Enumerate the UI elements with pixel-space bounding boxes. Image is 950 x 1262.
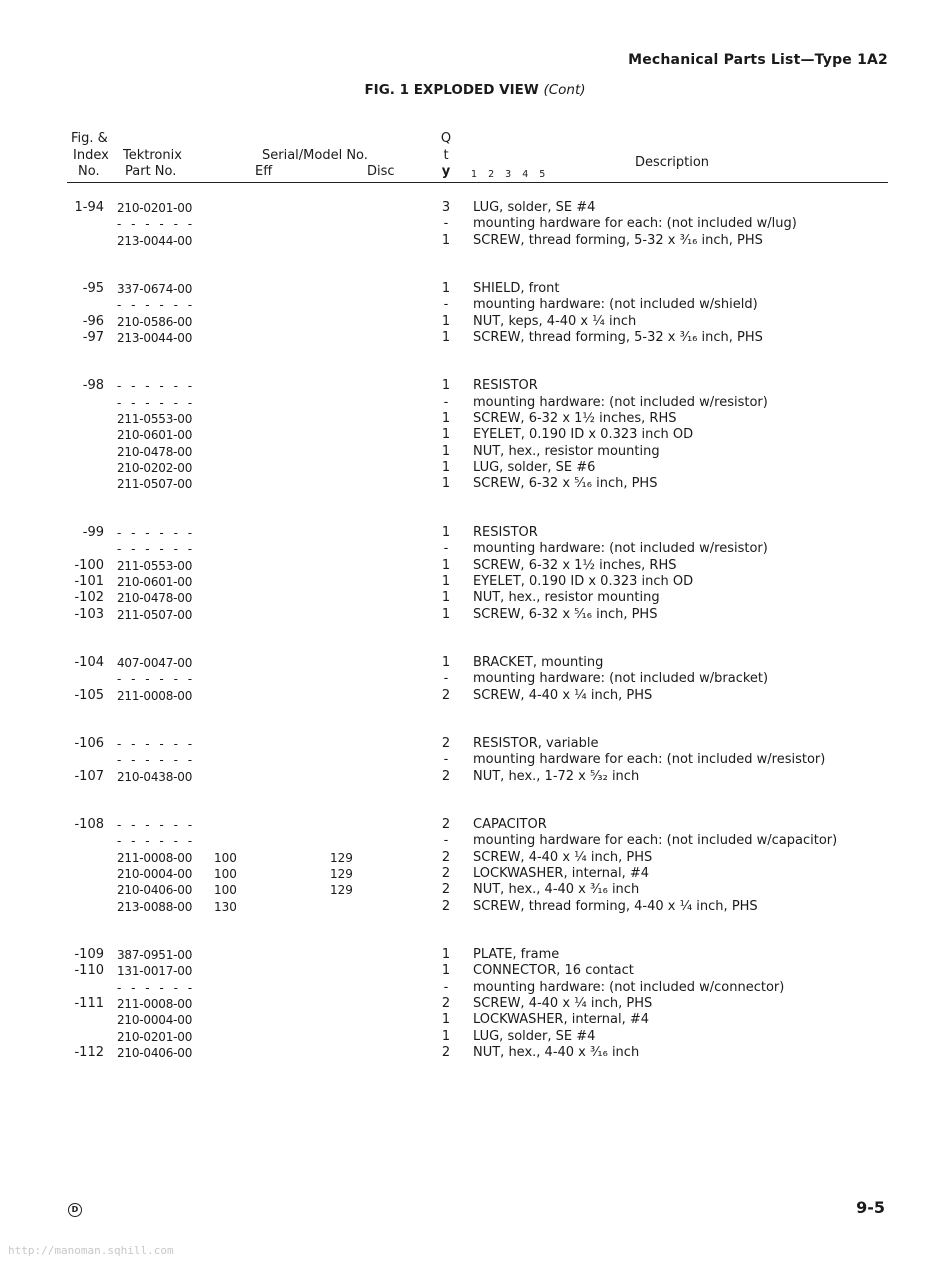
header-rule <box>67 182 888 183</box>
part-number: - - - - - - <box>117 542 196 557</box>
index-number: -104 <box>74 654 104 670</box>
description: SCREW, 6-32 x 1½ inches, RHS <box>473 557 677 573</box>
description: SCREW, 6-32 x ⁵⁄₁₆ inch, PHS <box>473 606 658 622</box>
description: SCREW, 4-40 x ¼ inch, PHS <box>473 687 653 703</box>
quantity: 1 <box>441 963 451 979</box>
index-number: -97 <box>82 330 104 346</box>
table-row <box>0 525 950 541</box>
part-number: 387-0951-00 <box>117 948 193 962</box>
quantity: - <box>443 752 449 768</box>
index-number: -108 <box>74 816 104 832</box>
figure-title <box>0 82 950 98</box>
description: LOCKWASHER, internal, #4 <box>473 1012 650 1028</box>
table-row <box>0 427 950 443</box>
quantity: 1 <box>441 232 451 248</box>
description: SCREW, 6-32 x ⁵⁄₁₆ inch, PHS <box>473 476 658 492</box>
quantity: - <box>443 216 449 232</box>
table-row <box>0 899 950 915</box>
table-row <box>0 850 950 866</box>
quantity: 1 <box>441 476 451 492</box>
serial-disc: 129 <box>330 850 353 865</box>
quantity: - <box>443 394 449 410</box>
description: mounting hardware: (not included w/bracket) <box>473 671 769 687</box>
table-row <box>0 769 950 785</box>
description: NUT, keps, 4-40 x ¼ inch <box>473 313 637 329</box>
table-row <box>0 655 950 671</box>
serial-disc: 129 <box>330 883 353 898</box>
quantity: 1 <box>441 573 451 589</box>
description: mounting hardware for each: (not included w/resistor) <box>473 752 826 768</box>
table-row <box>0 297 950 313</box>
quantity: 1 <box>441 590 451 606</box>
serial-eff: 130 <box>214 899 237 914</box>
table-row <box>0 963 950 979</box>
description: RESISTOR <box>473 524 538 540</box>
part-number: - - - - - - <box>117 298 196 313</box>
quantity: 1 <box>441 427 451 443</box>
table-row <box>0 1045 950 1061</box>
index-number: -109 <box>74 947 104 962</box>
table-row <box>0 314 950 330</box>
quantity: 3 <box>441 200 451 215</box>
index-number: -99 <box>82 524 104 540</box>
col-header-qty-y: y <box>441 164 451 179</box>
quantity: 1 <box>441 557 451 573</box>
part-number: 211-0553-00 <box>117 558 193 573</box>
part-number: - - - - - - <box>117 753 196 768</box>
index-number: -98 <box>82 378 104 394</box>
index-number: -103 <box>74 606 104 622</box>
index-number: -101 <box>74 573 104 589</box>
quantity: - <box>443 297 449 313</box>
index-number: -106 <box>74 735 104 751</box>
table-row <box>0 1029 950 1045</box>
description: LOCKWASHER, internal, #4 <box>473 865 650 881</box>
col-header-indent-digits: 1 2 3 4 5 <box>471 169 550 180</box>
table-row <box>0 541 950 557</box>
description: BRACKET, mounting <box>473 654 604 670</box>
description: CONNECTOR, 16 contact <box>473 963 634 979</box>
table-row <box>0 590 950 606</box>
table-row <box>0 947 950 963</box>
description: SHIELD, front <box>473 281 560 297</box>
part-number: - - - - - - <box>117 980 196 995</box>
quantity: 2 <box>441 687 451 703</box>
serial-eff: 100 <box>214 883 237 898</box>
quantity: 2 <box>441 849 451 865</box>
table-row <box>0 688 950 704</box>
col-header-part-no: Part No. <box>125 164 177 179</box>
description: mounting hardware: (not included w/connector) <box>473 979 785 995</box>
table-row <box>0 216 950 232</box>
col-header-fig-index-2: Index <box>73 148 109 163</box>
part-number: 210-0478-00 <box>117 591 193 606</box>
part-number: 210-0586-00 <box>117 314 193 329</box>
index-number: -95 <box>82 281 104 297</box>
table-row <box>0 200 950 216</box>
description: LUG, solder, SE #4 <box>473 1028 596 1044</box>
part-number: 213-0044-00 <box>117 233 193 248</box>
part-number: 210-0601-00 <box>117 428 193 443</box>
table-row <box>0 1012 950 1028</box>
part-number: 211-0553-00 <box>117 412 193 427</box>
table-row <box>0 460 950 476</box>
part-number: 210-0478-00 <box>117 444 193 459</box>
description: SCREW, thread forming, 4-40 x ¼ inch, PHS <box>473 898 758 914</box>
tektronix-logo-icon: D <box>68 1203 82 1217</box>
quantity: - <box>443 833 449 849</box>
table-row <box>0 476 950 492</box>
description: SCREW, 4-40 x ¼ inch, PHS <box>473 849 653 865</box>
part-number: 211-0008-00 <box>117 850 193 865</box>
figure-title-cont: (Cont) <box>543 82 586 98</box>
quantity: 1 <box>441 947 451 962</box>
part-number: - - - - - - <box>117 395 196 410</box>
quantity: - <box>443 541 449 557</box>
col-header-description: Description <box>635 155 710 170</box>
description: SCREW, thread forming, 5-32 x ³⁄₁₆ inch, PHS <box>473 330 763 346</box>
quantity: 2 <box>441 1045 451 1061</box>
col-header-qty-t: t <box>443 148 449 163</box>
part-number: 211-0008-00 <box>117 688 193 703</box>
description: SCREW, 4-40 x ¼ inch, PHS <box>473 996 653 1012</box>
part-number: 210-0004-00 <box>117 1013 193 1028</box>
part-number: 211-0008-00 <box>117 997 193 1012</box>
table-row <box>0 574 950 590</box>
table-row <box>0 996 950 1012</box>
table-row <box>0 671 950 687</box>
page-number: 9-5 <box>856 1198 885 1217</box>
col-header-fig-index-1: Fig. & <box>71 131 108 146</box>
part-number: 210-0406-00 <box>117 1046 193 1061</box>
table-row <box>0 817 950 833</box>
col-header-serial-model: Serial/Model No. <box>262 148 368 163</box>
index-number: -96 <box>82 313 104 329</box>
part-number: - - - - - - <box>117 217 196 232</box>
serial-eff: 100 <box>214 866 237 881</box>
table-row <box>0 281 950 297</box>
quantity: 2 <box>441 898 451 914</box>
col-header-tektronix: Tektronix <box>123 148 182 163</box>
quantity: - <box>443 979 449 995</box>
part-number: 210-0406-00 <box>117 883 193 898</box>
quantity: 2 <box>441 865 451 881</box>
table-row <box>0 736 950 752</box>
part-number: 210-0202-00 <box>117 461 193 476</box>
col-header-qty-q: Q <box>440 131 452 146</box>
table-row <box>0 411 950 427</box>
quantity: 1 <box>441 281 451 297</box>
figure-title-text: FIG. 1 EXPLODED VIEW <box>364 82 539 98</box>
description: mounting hardware for each: (not included w/capacitor) <box>473 833 838 849</box>
index-number: 1-94 <box>74 200 104 215</box>
col-header-eff: Eff <box>255 164 273 179</box>
quantity: 1 <box>441 524 451 540</box>
part-number: 337-0674-00 <box>117 282 193 297</box>
quantity: 1 <box>441 443 451 459</box>
description: mounting hardware: (not included w/shield) <box>473 297 758 313</box>
part-number: 210-0201-00 <box>117 1029 193 1044</box>
part-number: 213-0044-00 <box>117 331 193 346</box>
part-number: 210-0601-00 <box>117 574 193 589</box>
part-number: - - - - - - <box>117 672 196 687</box>
index-number: -110 <box>74 963 104 979</box>
description: LUG, solder, SE #4 <box>473 200 596 215</box>
table-row <box>0 980 950 996</box>
table-row <box>0 378 950 394</box>
part-number: - - - - - - <box>117 525 196 540</box>
quantity: 1 <box>441 1012 451 1028</box>
quantity: 1 <box>441 1028 451 1044</box>
quantity: 1 <box>441 460 451 476</box>
quantity: 1 <box>441 313 451 329</box>
description: EYELET, 0.190 ID x 0.323 inch OD <box>473 573 694 589</box>
col-header-fig-index-3: No. <box>78 164 100 179</box>
description: LUG, solder, SE #6 <box>473 460 596 476</box>
index-number: -112 <box>74 1045 104 1061</box>
serial-eff: 100 <box>214 850 237 865</box>
description: EYELET, 0.190 ID x 0.323 inch OD <box>473 427 694 443</box>
quantity: 2 <box>441 882 451 898</box>
description: NUT, hex., 4-40 x ³⁄₁₆ inch <box>473 882 640 898</box>
index-number: -100 <box>74 557 104 573</box>
table-row <box>0 752 950 768</box>
table-row <box>0 866 950 882</box>
quantity: 1 <box>441 606 451 622</box>
description: PLATE, frame <box>473 947 560 962</box>
description: CAPACITOR <box>473 816 547 832</box>
table-row <box>0 833 950 849</box>
part-number: - - - - - - <box>117 817 196 832</box>
watermark: http://manoman.sqhill.com <box>8 1244 174 1257</box>
part-number: 210-0438-00 <box>117 769 193 784</box>
quantity: 1 <box>441 330 451 346</box>
description: NUT, hex., resistor mounting <box>473 443 660 459</box>
quantity: 2 <box>441 735 451 751</box>
table-row <box>0 607 950 623</box>
part-number: 407-0047-00 <box>117 655 193 670</box>
quantity: 1 <box>441 654 451 670</box>
index-number: -107 <box>74 768 104 784</box>
description: mounting hardware: (not included w/resistor) <box>473 394 768 410</box>
quantity: 2 <box>441 816 451 832</box>
table-row <box>0 233 950 249</box>
quantity: - <box>443 671 449 687</box>
quantity: 1 <box>441 378 451 394</box>
table-row <box>0 330 950 346</box>
part-number: 213-0088-00 <box>117 899 193 914</box>
part-number: 131-0017-00 <box>117 964 193 979</box>
index-number: -111 <box>74 996 104 1012</box>
description: NUT, hex., resistor mounting <box>473 590 660 606</box>
running-title: Mechanical Parts List—Type 1A2 <box>628 52 888 68</box>
quantity: 2 <box>441 996 451 1012</box>
col-header-disc: Disc <box>367 164 395 179</box>
description: SCREW, thread forming, 5-32 x ³⁄₁₆ inch, PHS <box>473 232 763 248</box>
index-number: -105 <box>74 687 104 703</box>
description: RESISTOR <box>473 378 538 394</box>
quantity: 2 <box>441 768 451 784</box>
description: SCREW, 6-32 x 1½ inches, RHS <box>473 411 677 427</box>
table-row <box>0 558 950 574</box>
part-number: - - - - - - <box>117 834 196 849</box>
description: NUT, hex., 4-40 x ³⁄₁₆ inch <box>473 1045 640 1061</box>
quantity: 1 <box>441 411 451 427</box>
description: RESISTOR, variable <box>473 735 599 751</box>
table-row <box>0 395 950 411</box>
part-number: 211-0507-00 <box>117 607 193 622</box>
part-number: - - - - - - <box>117 736 196 751</box>
table-row <box>0 444 950 460</box>
description: NUT, hex., 1-72 x ⁵⁄₃₂ inch <box>473 768 640 784</box>
part-number: - - - - - - <box>117 379 196 394</box>
parts-table <box>0 200 950 1061</box>
part-number: 211-0507-00 <box>117 477 193 492</box>
index-number: -102 <box>74 590 104 606</box>
part-number: 210-0201-00 <box>117 201 193 215</box>
description: mounting hardware: (not included w/resistor) <box>473 541 768 557</box>
part-number: 210-0004-00 <box>117 866 193 881</box>
serial-disc: 129 <box>330 866 353 881</box>
description: mounting hardware for each: (not included w/lug) <box>473 216 797 232</box>
table-row <box>0 882 950 898</box>
